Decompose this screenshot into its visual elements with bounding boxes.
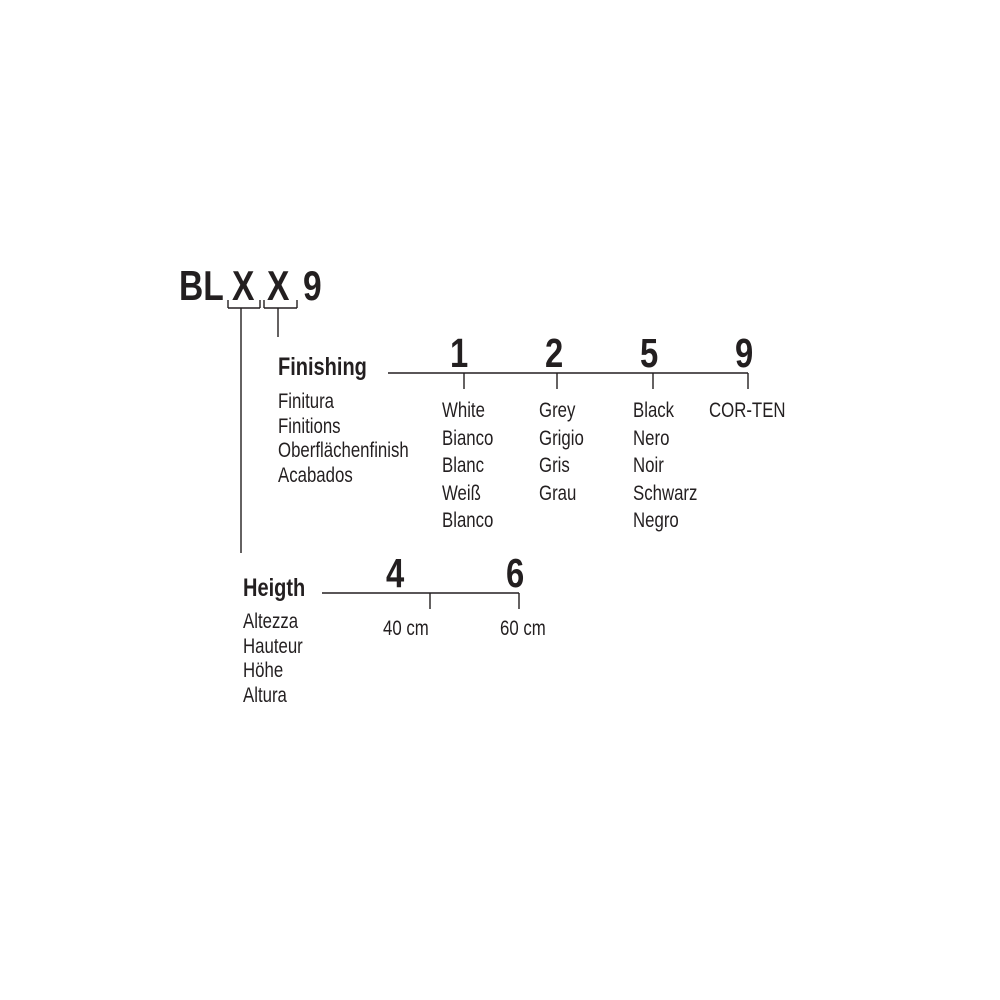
- finishing-names-9: [709, 397, 786, 425]
- code-prefix: BL: [179, 262, 224, 309]
- finishing-names-5: [633, 397, 697, 535]
- finishing-translation: Oberflächenfinish: [278, 439, 409, 462]
- finishing-code-2: 2: [545, 330, 564, 376]
- height-translation: Altura: [243, 683, 287, 707]
- finishing-name: Bianco: [442, 426, 494, 450]
- code-variable-finishing: X: [267, 262, 290, 309]
- finishing-name: Grigio: [539, 426, 584, 450]
- height-translation: Hauteur: [243, 634, 303, 658]
- code-suffix: 9: [303, 262, 322, 309]
- finishing-name: Black: [633, 399, 675, 422]
- height-code-4: 4: [386, 550, 405, 596]
- finishing-name: Weiß: [442, 481, 481, 505]
- finishing-name: Gris: [539, 454, 570, 477]
- finishing-name: Blanc: [442, 454, 485, 477]
- finishing-code-9: 9: [735, 330, 754, 376]
- finishing-translations: [278, 390, 409, 488]
- finishing-code-5: 5: [640, 330, 659, 376]
- finishing-name: Grey: [539, 399, 576, 422]
- finishing-names-1: [442, 397, 493, 535]
- finishing-name: Grau: [539, 481, 577, 505]
- height-title: Heigth: [243, 574, 306, 602]
- finishing-translation: Finitions: [278, 414, 341, 438]
- height-code-6: 6: [506, 550, 525, 596]
- height-translations: [243, 610, 303, 708]
- height-value-60: 60 cm: [500, 617, 546, 640]
- height-value-40: 40 cm: [383, 617, 429, 640]
- finishing-name: COR-TEN: [709, 399, 786, 422]
- finishing-title: Finishing: [278, 353, 367, 381]
- finishing-names-2: [539, 397, 584, 507]
- finishing-translation: Finitura: [278, 390, 335, 413]
- finishing-name: White: [442, 399, 485, 422]
- height-translation: Altezza: [243, 610, 299, 633]
- finishing-name: Noir: [633, 454, 664, 477]
- finishing-name: Nero: [633, 426, 670, 450]
- finishing-name: Blanco: [442, 509, 494, 532]
- finishing-code-1: 1: [450, 330, 469, 376]
- finishing-name: Negro: [633, 509, 679, 532]
- code-variable-height: X: [232, 262, 255, 309]
- height-translation: Höhe: [243, 659, 284, 682]
- finishing-translation: Acabados: [278, 463, 353, 487]
- finishing-name: Schwarz: [633, 481, 698, 505]
